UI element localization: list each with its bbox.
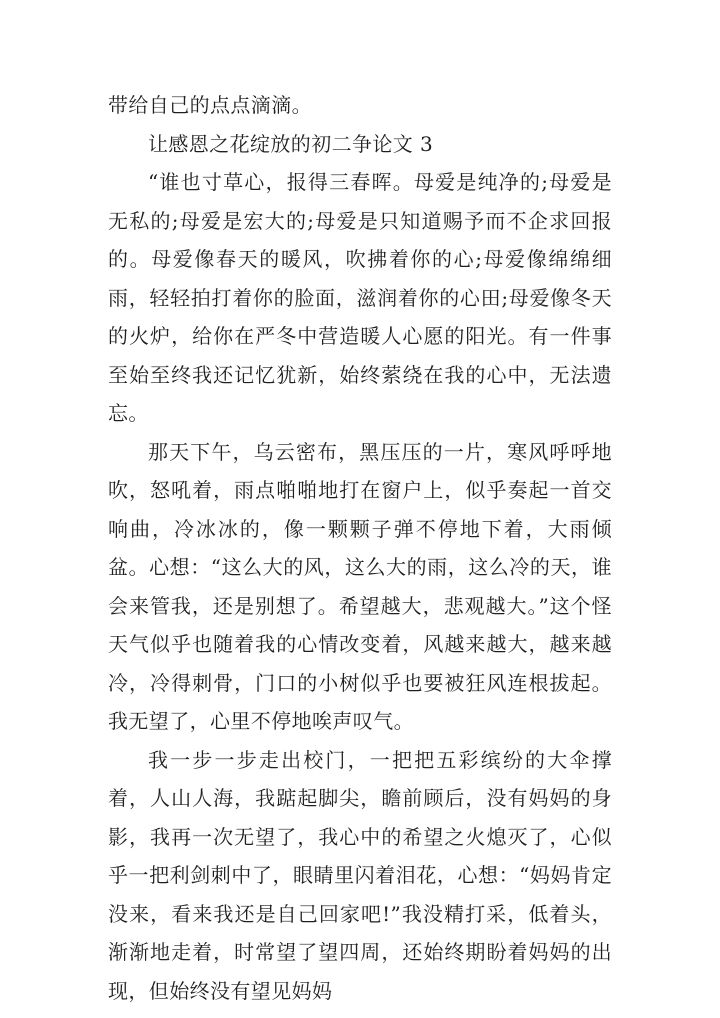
paragraph-school-gate: 我一步一步走出校门，一把把五彩缤纷的大伞撑着，人山人海，我踮起脚尖，瞻前顾后，没有妈妈的身影，我再一次无望了，我心中的希望之火熄灭了，心似乎一把利剑刺中了，眼睛里闪着泪花，心想：“妈妈肯定没来，看来我还是自己回家吧!”我没精打采，低着头，渐渐地走着，时常望了望四周，还始终期盼着妈妈的出现，但始终没有望见妈妈 [108, 747, 612, 1003]
paragraph-mother-love: “谁也寸草心，报得三春晖。母爱是纯净的;母爱是无私的;母爱是宏大的;母爱是只知道赐予而不企求回报的。母爱像春天的暖风，吹拂着你的心;母爱像绵绵细雨，轻轻拍打着你的脸面，滋润着你的心田;母爱像冬天的火炉，给你在严冬中营造暖人心愿的阳光。有一件事至始至终我还记忆犹新，始终萦绕在我的心中，无法遗忘。 [108, 170, 612, 425]
essay-heading: 让感恩之花绽放的初二争论文 3 [148, 131, 434, 156]
paragraph-rainy-afternoon: 那天下午，乌云密布，黑压压的一片，寒风呼呼地吹，怒吼着，雨点啪啪地打在窗户上，似乎奏起一首交响曲，冷冰冰的，像一颗颗子弹不停地下着，大雨倾盆。心想：“这么大的风，这么大的雨，这么冷的天，谁会来管我，还是别想了。希望越大，悲观越大。”这个怪天气似乎也随着我的心情改变着，风越来越大，越来越冷，冷得刺骨，门口的小树似乎也要被狂风连根拔起。我无望了，心里不停地唉声叹气。 [108, 439, 612, 733]
document-body [108, 86, 612, 1010]
paragraph-closing-line: 带给自己的点点滴滴。 [108, 93, 312, 117]
